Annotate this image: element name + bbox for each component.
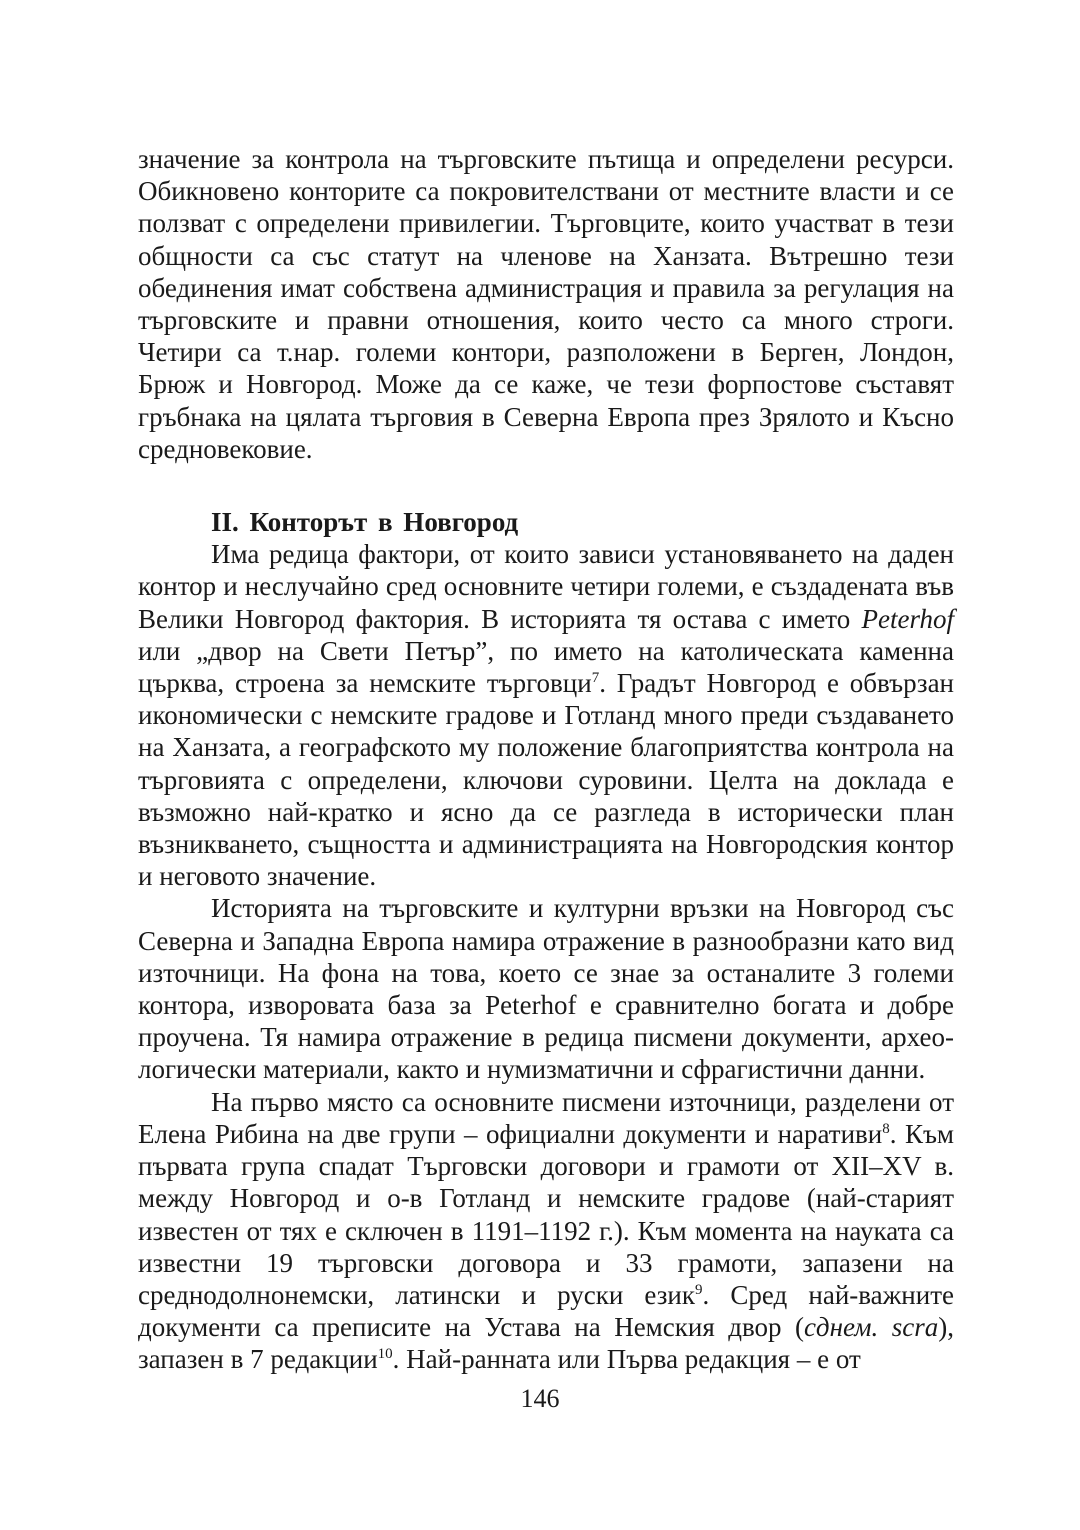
italic-term: сднем. scra — [803, 1312, 939, 1343]
page-number: 146 — [520, 1384, 560, 1413]
italic-term: Peterhof — [861, 603, 954, 634]
section-heading: II. Конторът в Новгород — [211, 507, 519, 538]
text-run: Има редица фактори, от които зависи установяването на даден контор и неслучайно сред основните четири големи, е създадената във Велики Новгород фактория. В историята тя остава с името — [138, 539, 954, 634]
text-run: . Най-ранната или Първа редакция – е от — [392, 1344, 861, 1375]
paragraph-sources: Историята на търговските и културни връзки на Новгород със Северна и Западна Европа намира отражение в разнообразни като вид източници. На фона на това, което се знае за останалите 3 големи контора, изворовата база за Peterhof е сравнително богата и добре проучена. Тя намира отражение в редица писмени документи, археологически материали, както и нумизматични и сфрагистични данни. — [138, 893, 954, 1085]
text-run: . Към първата група спадат Търговски договори и грамоти от XII–XV в. между Новгород и о-в Готланд и немските градове (най-старият известен от тях е сключен в 1191–1192 г.). Към момента на науката са известни 19 търговски договора и 33 грамоти, запазени на среднодолнонемски, латински и руски език — [138, 1118, 954, 1310]
footnote-ref: 10 — [377, 1346, 393, 1363]
text-run: ), запазен в 7 редакции — [138, 1312, 954, 1375]
text-run: . Градът Новгород е обвързан икономически с немските градове и Готланд много преди създаването на Ханзата, а географското му положение благоприятства контрола на търговията с определени, ключови суровини. Целта на доклада е възможно най-кратко и ясно да се разгледа в исторически план възникването, същността и администрацията на Новгородския контор и неговото значение. — [138, 668, 955, 892]
page-body — [138, 143, 954, 1376]
footnote-ref: 8 — [882, 1120, 890, 1137]
paragraph-continuation: значение за контрола на търговските пътища и определени ресурси. Обикновено конторите са покровителствани от местните власти и се ползват с определени привилегии. Търговците, които участват в тези общности са със статут на членове на Ханзата. Вътрешно тези обединения имат собствена администрация и правила за регулация на търговските и правни отношения, които често са много строги. Четири са т.нар. големи контори, разположени в Берген, Лондон, Брюж и Новгород. Може да се каже, че тези форпостове съставят гръбнака на цялата търговия в Северна Европа през Зрялото и Късно средновековие. — [138, 144, 954, 464]
text-run: На първо място са основните писмени източници, разделени от Елена Рибина на две групи – официални документи и наративи — [138, 1086, 954, 1149]
footnote-ref: 9 — [694, 1281, 703, 1298]
footnote-ref: 7 — [591, 670, 600, 687]
text-run: . Сред най-важните документи са преписите на Устава на Немския двор ( — [138, 1279, 954, 1343]
paragraph-written-sources — [138, 1086, 954, 1376]
paragraph-intro — [138, 538, 954, 892]
text-run: или „двор на Свети Петър”, по името на католическата каменна църква, строена за немските търговци — [138, 635, 954, 699]
